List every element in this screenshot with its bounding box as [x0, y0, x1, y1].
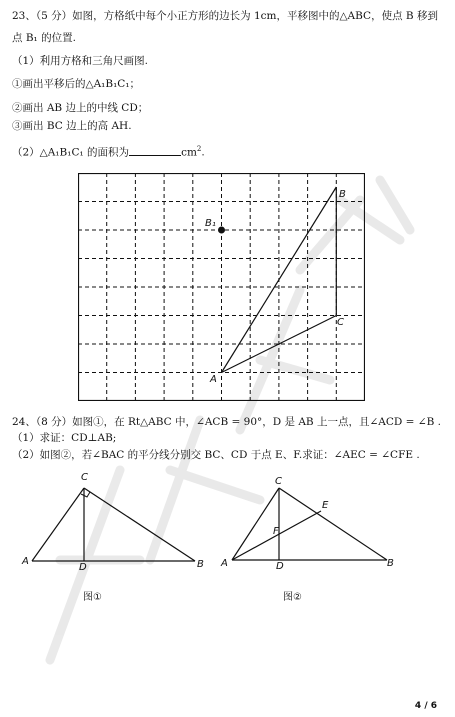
- q24-line1: 24、（8 分）如图①，在 Rt△ABC 中，∠ACB = 90°，D 是 AB 上一点，且∠ACD = ∠B .: [12, 416, 441, 428]
- segment-AC: [232, 488, 279, 560]
- q23-part2-prefix: （2）△A₁B₁C₁ 的面积为: [12, 146, 130, 159]
- segment-AC: [32, 488, 84, 561]
- fig1-label-B: B: [197, 559, 204, 570]
- fig1-label-C: C: [81, 472, 88, 483]
- fig2-label-A: A: [221, 558, 228, 569]
- figure-1: [25, 478, 205, 573]
- segment-CB: [279, 488, 387, 560]
- fig1-caption: 图①: [83, 592, 102, 603]
- q23-item3: ③画出 BC 边上的高 AH.: [12, 120, 132, 132]
- label-C: C: [337, 317, 344, 328]
- label-B: B: [339, 189, 346, 200]
- fig2-label-E: E: [322, 500, 329, 511]
- fig2-label-B: B: [387, 558, 394, 569]
- page-number: 4 / 6: [414, 701, 437, 711]
- q23-part2-sup: 2: [196, 145, 202, 153]
- q23-line2: 点 B₁ 的位置.: [12, 32, 76, 44]
- q23-part2-end: .: [201, 146, 205, 159]
- figure-2: [225, 480, 395, 570]
- point-B1: [218, 227, 225, 234]
- q23-item2: ②画出 AB 边上的中线 CD；: [12, 102, 149, 114]
- q23-part1: （1）利用方格和三角尺画图.: [12, 55, 149, 67]
- fig2-label-F: F: [273, 526, 279, 537]
- label-A: A: [210, 374, 217, 385]
- fig2-caption: 图②: [283, 592, 302, 603]
- fig1-label-A: A: [22, 556, 29, 567]
- fig2-label-D: D: [276, 561, 284, 572]
- fig1-label-D: D: [79, 562, 87, 573]
- label-B1: B₁: [205, 218, 216, 229]
- q24-part1: （1）求证：CD⊥AB;: [12, 432, 117, 444]
- q23-line1: 23、（5 分）如图，方格纸中每个小正方形的边长为 1cm，平移图中的△ABC，使点 B 移到: [12, 10, 438, 22]
- q24-part2: （2）如图②，若∠BAC 的平分线分别交 BC、CD 于点 E、F.求证：∠AEC = ∠CFE .: [12, 449, 420, 461]
- q23-part2-unit: cm: [181, 146, 197, 159]
- q23-part2: [12, 142, 205, 160]
- q23-item1: ①画出平移后的△A₁B₁C₁；: [12, 78, 141, 90]
- grid-figure: [78, 173, 365, 401]
- segment-CB: [84, 488, 195, 561]
- right-angle-mark: [81, 492, 90, 497]
- answer-blank[interactable]: [129, 145, 181, 156]
- fig2-label-C: C: [275, 476, 282, 487]
